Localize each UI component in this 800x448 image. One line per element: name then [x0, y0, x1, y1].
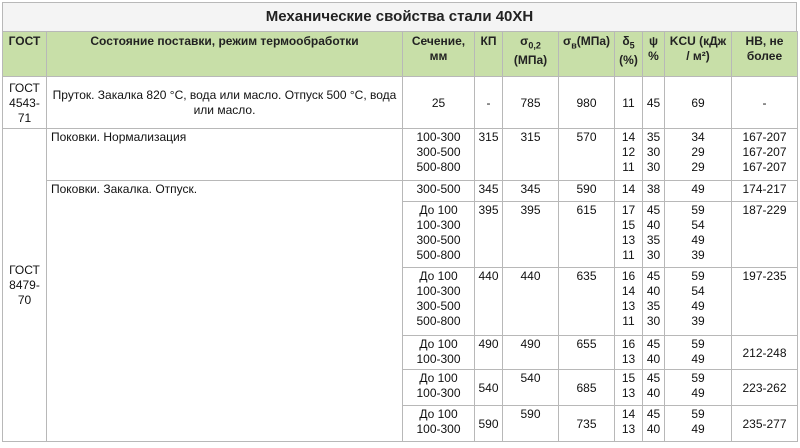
cell-sigma-02: 395	[503, 202, 559, 268]
cell-section: 25	[403, 77, 475, 129]
cell-sigma-02: 440	[503, 268, 559, 336]
cell-hb: 197-235	[732, 268, 798, 336]
cell-sigma-02: 345	[503, 181, 559, 202]
header-delta-5: $\delta_5$ (%)	[615, 32, 643, 77]
cell-psi: 45 40	[643, 406, 665, 442]
cell-state: Пруток. Закалка 820 °С, вода или масло. Отпуск 500 °С, вода или масло.	[47, 77, 403, 129]
cell-kp: 345	[475, 181, 503, 202]
cell-delta-5: 14 12 11	[615, 129, 643, 181]
cell-psi: 45 40 35 30	[643, 202, 665, 268]
cell-kcu: 34 29 29	[665, 129, 732, 181]
cell-sigma-b: 735	[559, 406, 615, 442]
cell-delta-5: 14 13	[615, 406, 643, 442]
header-psi: ψ %	[643, 32, 665, 77]
cell-section: 300-500	[403, 181, 475, 202]
cell-kp: 395	[475, 202, 503, 268]
header-state: Состояние поставки, режим термообработки	[47, 32, 403, 77]
header-sigma-02: $\sigma_{0,2}$ (МПа)	[503, 32, 559, 77]
cell-delta-5: 16 14 13 11	[615, 268, 643, 336]
cell-state: Поковки. Нормализация	[47, 129, 403, 181]
header-kcu: KCU (кДж / м²)	[665, 32, 732, 77]
cell-state: Поковки. Закалка. Отпуск.	[47, 181, 403, 442]
cell-kp: -	[475, 77, 503, 129]
properties-table-container	[2, 2, 797, 445]
cell-section: До 100 100-300	[403, 336, 475, 370]
cell-kp: 315	[475, 129, 503, 181]
cell-kcu: 59 49	[665, 336, 732, 370]
cell-sigma-b: 635	[559, 268, 615, 336]
cell-kp: 540	[475, 370, 503, 406]
header-gost: ГОСТ	[3, 32, 47, 77]
cell-psi: 45 40	[643, 336, 665, 370]
cell-section: До 100 100-300 300-500 500-800	[403, 202, 475, 268]
cell-sigma-b: 570	[559, 129, 615, 181]
header-sigma-b: $\sigma_в(МПа)$	[559, 32, 615, 77]
cell-kcu: 59 54 49 39	[665, 268, 732, 336]
cell-kcu: 59 49	[665, 406, 732, 442]
cell-kcu: 59 54 49 39	[665, 202, 732, 268]
cell-psi: 45	[643, 77, 665, 129]
cell-hb: 167-207 167-207 167-207	[732, 129, 798, 181]
cell-section: 100-300 300-500 500-800	[403, 129, 475, 181]
cell-delta-5: 15 13	[615, 370, 643, 406]
cell-sigma-02: 490	[503, 336, 559, 370]
cell-hb: -	[732, 77, 798, 129]
cell-sigma-b: 615	[559, 202, 615, 268]
header-section: Сечение, мм	[403, 32, 475, 77]
cell-kp: 590	[475, 406, 503, 442]
table-row	[3, 181, 798, 202]
cell-psi: 45 40	[643, 370, 665, 406]
table-row	[3, 129, 798, 181]
cell-section: До 100 100-300	[403, 370, 475, 406]
cell-hb: 212-248	[732, 336, 798, 370]
cell-sigma-02: 540	[503, 370, 559, 406]
cell-gost: ГОСТ 4543-71	[3, 77, 47, 129]
header-kp: КП	[475, 32, 503, 77]
cell-sigma-02: 785	[503, 77, 559, 129]
cell-section: До 100 100-300	[403, 406, 475, 442]
table-title: Механические свойства стали 40ХН	[2, 2, 797, 31]
cell-gost: ГОСТ 8479-70	[3, 129, 47, 442]
cell-delta-5: 14	[615, 181, 643, 202]
cell-sigma-02: 315	[503, 129, 559, 181]
cell-psi: 38	[643, 181, 665, 202]
cell-delta-5: 11	[615, 77, 643, 129]
cell-hb: 235-277	[732, 406, 798, 442]
cell-section: До 100 100-300 300-500 500-800	[403, 268, 475, 336]
header-row	[3, 32, 798, 77]
header-hb: HB, не более	[732, 32, 798, 77]
table-row	[3, 77, 798, 129]
cell-psi: 35 30 30	[643, 129, 665, 181]
cell-sigma-02: 590	[503, 406, 559, 442]
cell-hb: 187-229	[732, 202, 798, 268]
cell-kcu: 59 49	[665, 370, 732, 406]
cell-sigma-b: 685	[559, 370, 615, 406]
cell-kp: 440	[475, 268, 503, 336]
cell-delta-5: 17 15 13 11	[615, 202, 643, 268]
cell-psi: 45 40 35 30	[643, 268, 665, 336]
cell-hb: 223-262	[732, 370, 798, 406]
cell-kcu: 69	[665, 77, 732, 129]
cell-hb: 174-217	[732, 181, 798, 202]
cell-kp: 490	[475, 336, 503, 370]
cell-sigma-b: 655	[559, 336, 615, 370]
cell-sigma-b: 980	[559, 77, 615, 129]
cell-delta-5: 16 13	[615, 336, 643, 370]
cell-kcu: 49	[665, 181, 732, 202]
cell-sigma-b: 590	[559, 181, 615, 202]
properties-table	[2, 31, 798, 442]
